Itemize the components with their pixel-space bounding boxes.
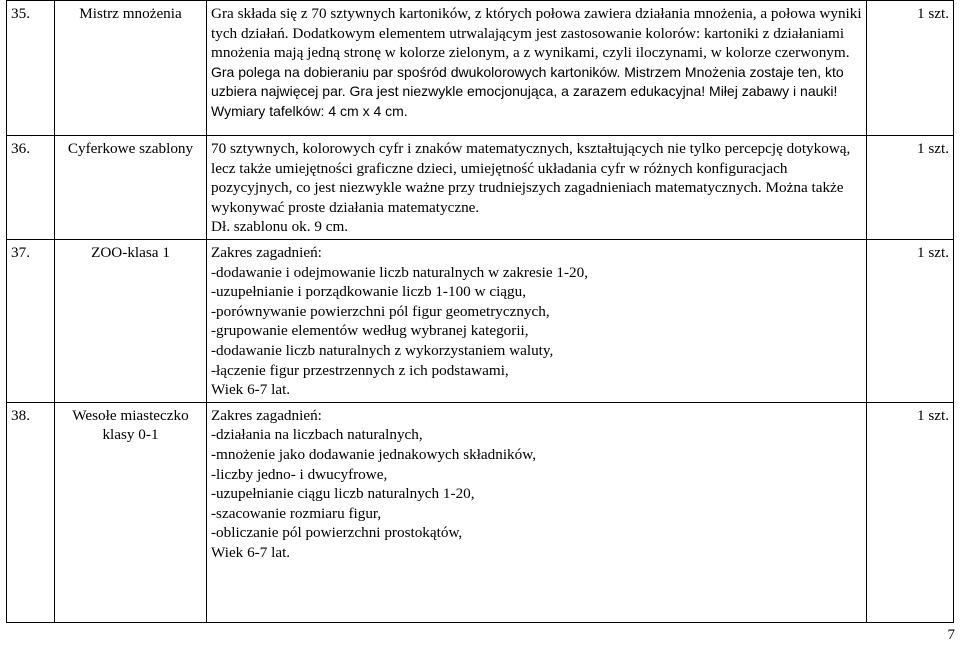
quantity: 1 szt. (867, 239, 954, 402)
product-description (207, 402, 867, 622)
description-line: -liczby jedno- i dwucyfrowe, (211, 465, 388, 483)
row-number: 38. (7, 402, 55, 622)
table-row (7, 402, 954, 622)
description-extra: Dł. szablonu ok. 9 cm. (211, 218, 349, 236)
product-name-line: klasy 0-1 (102, 426, 159, 444)
row-number: 35. (7, 1, 55, 136)
description-line: -mnożenie jako dodawanie jednakowych składników, (211, 445, 537, 463)
description-line: Wiek 6-7 lat. (211, 381, 291, 399)
description-line: -obliczanie pól powierzchni prostokątów, (211, 524, 463, 542)
product-description (207, 1, 867, 136)
product-table (6, 0, 954, 623)
description-line: -grupowanie elementów według wybranej kategorii, (211, 322, 529, 340)
description-text: 70 sztywnych, kolorowych cyfr i znaków matematycznych, kształtujących nie tylko percepcję dotykową, lecz także umiejętności graficzne dzieci, umiejętność układania cyfr w różnych konfiguracjach pozycyjnych, co jest niezwykle ważne przy trudniejszych zagadnieniach matematycznych. Można także wykonywać proste działania matematyczne. (211, 140, 851, 216)
page-number: 7 (947, 627, 955, 643)
product-description (207, 136, 867, 240)
table-row (7, 239, 954, 402)
quantity: 1 szt. (867, 402, 954, 622)
description-line: -dodawanie liczb naturalnych z wykorzystaniem waluty, (211, 341, 554, 359)
description-line: -uzupełnianie ciągu liczb naturalnych 1-20, (211, 485, 475, 503)
description-line: Zakres zagadnień: (211, 243, 322, 261)
description-line: Wiek 6-7 lat. (211, 543, 291, 561)
description-line: -łączenie figur przestrzennych z ich podstawami, (211, 361, 509, 379)
description-line: -szacowanie rozmiaru figur, (211, 504, 382, 522)
description-line: -działania na liczbach naturalnych, (211, 426, 423, 444)
table-row (7, 1, 954, 136)
description-line: -porównywanie powierzchni pól figur geometrycznych, (211, 302, 550, 320)
product-name: ZOO-klasa 1 (55, 239, 207, 402)
description-sans: Gra polega na dobieraniu par spośród dwukolorowych kartoników. Mistrzem Mnożenia zostaje ten, kto uzbiera najwięcej par. Gra jest niezwykle emocjonująca, a zarazem edukacyjna! Miłej zabawy i nauki! Wymiary tafelków: 4 cm x 4 cm. (211, 63, 844, 119)
product-name: Mistrz mnożenia (55, 1, 207, 136)
description-line: Zakres zagadnień: (211, 406, 322, 424)
product-name (55, 402, 207, 622)
description-line: -uzupełnianie i porządkowanie liczb 1-100 w ciągu, (211, 283, 527, 301)
row-number: 36. (7, 136, 55, 240)
table-row (7, 136, 954, 240)
product-description (207, 239, 867, 402)
description-line: -dodawanie i odejmowanie liczb naturalnych w zakresie 1-20, (211, 263, 589, 281)
quantity: 1 szt. (867, 1, 954, 136)
product-name-line: Wesołe miasteczko (72, 406, 189, 424)
description-serif: Gra składa się z 70 sztywnych kartoników, z których połowa zawiera działania mnożenia, a połowa wyniki tych działań. Dodatkowym elementem utrwalającym jest zastosowanie kolorów: kartoniki z działaniami mnożenia mają jedną stronę w kolorze zielonym, a z wynikami, czyli iloczynami, w kolorze czerwonym. (211, 5, 862, 62)
quantity: 1 szt. (867, 136, 954, 240)
row-number: 37. (7, 239, 55, 402)
product-name: Cyferkowe szablony (55, 136, 207, 240)
